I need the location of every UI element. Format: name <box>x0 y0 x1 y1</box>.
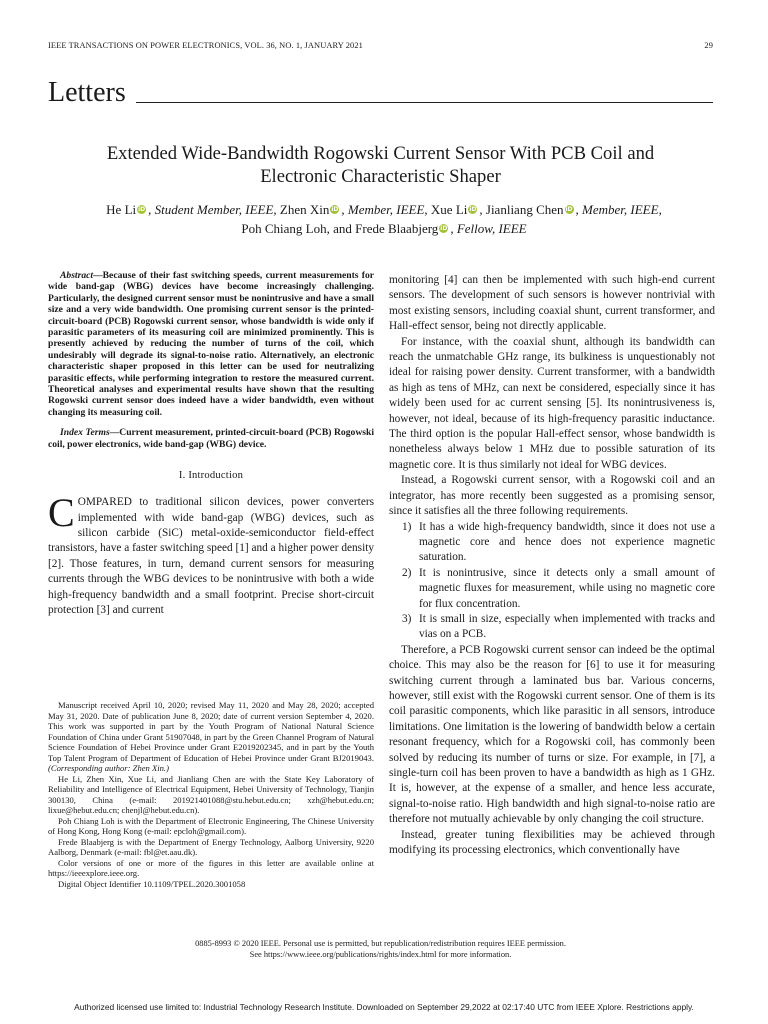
abstract <box>48 270 374 418</box>
index-terms-label: Index Terms <box>60 427 110 439</box>
footnote-manuscript: Manuscript received April 10, 2020; revised May 11, 2020 and May 28, 2020; accepted May 31, 2020. Date of publication June 8, 2020; date of current version September 4, 2020. This work was supported in part by the Youth Program of National Natural Science Foundation of China under Grant 51907048, in part by the Green Channel Program of Natural Science Foundation of Hebei Province under Grant E2019202345, and in part by the Youth Top Talent Program of Department of Education of Hebei Province under Grant BJ2019043. (Corresponding author: Zhen Xin.) <box>48 700 374 773</box>
author-name: Frede Blaabjerg <box>355 221 439 236</box>
paragraph: Therefore, a PCB Rogowski current sensor can indeed be the optimal choice. This may also be the reason for [6] to use it for measuring switching current through a laminated bus bar. Various concerns, however, still exist with the Rogowski current sensor. One of them is its coil parasitic components, which like parasitic in all sensors, introduce limitations. One limitation is the lowering of bandwidth below a certain resonant frequency, which for a Rogowski coil, has commonly been solved by reducing its number of turns or size. For example, in [7], a single-turn coil has been proven to have a bandwidth as high as 1 GHz. It is, however, at the expense of a smaller, and hence less accurate, signal-to-noise ratio. High bandwidth and high signal-to-noise ratio are therefore not mutually achievable by only changing the coil structure. <box>389 643 715 826</box>
paragraph: Instead, greater tuning flexibilities may be achieved through modifying its processing electronics, which conventionally have <box>389 828 715 857</box>
author-list: He Li iD , Student Member, IEEE, Zhen Xin iD , Member, IEEE, Xue Li iD , Jianliang Chen iD , Member, IEEE, Poh Chiang Loh, and Frede Blaabjerg iD , Fellow, IEEE <box>106 202 662 236</box>
footnote-affiliation: Frede Blaabjerg is with the Department of Energy Technology, Aalborg University, 9220 Aalborg, Denmark (e-mail: fbl@et.aau.dk). <box>48 836 374 857</box>
requirements-list <box>389 520 715 643</box>
intro-first-word: OMPARED <box>77 496 132 509</box>
footnote-color-note: Color versions of one or more of the figures in this letter are available online at https://ieeexplore.ieee.org. <box>48 857 374 878</box>
intro-paragraph <box>48 490 374 618</box>
footnotes <box>48 700 374 889</box>
orcid-icon[interactable]: iD <box>440 225 448 232</box>
paper-title-line-2: Electronic Characteristic Shaper <box>260 166 501 187</box>
index-terms-text: —Current measurement, printed-circuit-board (PCB) Rogowski coil, power electronics, wide band-gap (WBG) device. <box>48 427 374 450</box>
section-heading-introduction: I. Introduction <box>178 470 244 482</box>
section-label: Letters <box>48 77 126 108</box>
orcid-icon[interactable]: iD <box>138 206 146 213</box>
paragraph: For instance, with the coaxial shunt, although its bandwidth can reach the unmatchable GHz range, its bulkiness is unquestionably not ideal for raising power density. Current transformer, with a bandwidth as high as tens of MHz, can next be considered, especially since it has widely been used for ac current sensing [5]. Its nonintrusiveness is, however, not ideal, because of its high-frequency parasitic inductance. The third option is the popular Hall-effect sensor, whose bandwidth is nonetheless always below 1 MHz due to possible saturation of its magnetic core. It is thus similarly not ideal for WBG devices. <box>389 335 715 471</box>
paper-title <box>48 142 713 188</box>
dropcap: C <box>48 490 75 536</box>
intro-text: to traditional silicon devices, power converters implemented with wide band-gap (WBG) devices, such as silicon carbide (SiC) metal-oxide-semiconductor field-effect transistors, have a faster switching speed [1] and a higher power density [2]. Those features, in turn, demand current sensors for measuring currents through the WBG devices to be nonintrusive with both a wide high-frequency bandwidth and a small footprint. Precise short-circuit protection [3] and current <box>48 496 374 616</box>
author-name: Poh Chiang Loh <box>241 221 327 236</box>
copyright-line: 0885-8993 © 2020 IEEE. Personal use is permitted, but republication/redistribution requires IEEE permission. <box>195 939 566 948</box>
author-name: Zhen Xin <box>279 202 330 217</box>
author-affiliation: Member, IEEE <box>582 202 659 217</box>
page-number: 29 <box>704 41 713 50</box>
title-rule <box>136 102 713 103</box>
footnote-affiliation: He Li, Zhen Xin, Xue Li, and Jianliang Chen are with the State Key Laboratory of Reliability and Intelligence of Electrical Equipment, Hebei University of Technology, Tianjin 300130, China (e-mail: 201921401088@stu.hebut.edu.cn; xzh@hebut.edu.cn; lixue@hebut.edu.cn; chenjl@hebut.edu.cn). <box>48 773 374 815</box>
orcid-icon[interactable]: iD <box>469 206 477 213</box>
paper-title-line-1: Extended Wide-Bandwidth Rogowski Current Sensor With PCB Coil and <box>106 143 655 164</box>
corresponding-author: (Corresponding author: Zhen Xin.) <box>48 763 169 773</box>
orcid-icon[interactable]: iD <box>565 206 573 213</box>
abstract-text: —Because of their fast switching speeds, current measurements for wide band-gap (WBG) devices have become increasingly challenging. Particularly, the designed current sensor must be nonintrusive and have a small size and a very wide bandwidth. One promising current sensor is the printed-circuit-board (PCB) Rogowski current sensor, whose bandwidth is wide only if parasitic parameters of its measuring coil are minimized prominently. This is presently achieved by reducing the number of turns of the coil, which undesirably will degrade its signal-to-noise ratio. Alternatively, an electronic characteristic shaper proposed in this letter can be used for neutralizing parasitic effects, while performing integration to restore the measured current. Theoretical analyses and experimental results have shown that the resulting Rogowski current sensor does indeed have a wider bandwidth, even without changing its measuring coil. <box>48 270 374 418</box>
journal-name: IEEE TRANSACTIONS ON POWER ELECTRONICS, VOL. 36, NO. 1, JANUARY 2021 <box>48 41 363 50</box>
list-item: 1) It has a wide high-frequency bandwidth, since it does not use a magnetic core and hence does not experience magnetic saturation. <box>402 520 715 564</box>
author-affiliation: Member, IEEE <box>347 202 425 217</box>
paragraph: Instead, a Rogowski current sensor, with a Rogowski coil and an integrator, has more recently been suggested as a promising sensor, since it satisfies all the three following requirements. <box>389 474 715 518</box>
author-affiliation: Fellow, IEEE <box>456 221 527 236</box>
index-terms <box>48 427 374 450</box>
license-footer: Authorized licensed use limited to: Industrial Technology Research Institute. Downloaded on September 29,2022 at 02:17:40 UTC from IEEE Xplore. Restrictions apply. <box>74 1002 694 1012</box>
author-name: Xue Li <box>430 202 468 217</box>
author-name: Jianliang Chen <box>485 202 564 217</box>
list-item: 3) It is small in size, especially when implemented with tracks and vias on a PCB. <box>402 612 715 641</box>
author-name: He Li <box>106 202 137 217</box>
footnote-affiliation: Poh Chiang Loh is with the Department of Electronic Engineering, The Chinese University of Hong Kong, Hong Kong (e-mail: epcloh@gmail.com). <box>48 815 374 836</box>
right-column <box>389 273 715 858</box>
list-item: 2) It is nonintrusive, since it detects only a small amount of magnetic fluxes for measurement, while using no magnetic core for flux concentration. <box>402 566 715 610</box>
rights-link-line: See https://www.ieee.org/publications/rights/index.html for more information. <box>249 950 512 959</box>
abstract-label: Abstract <box>60 270 94 281</box>
running-header <box>48 41 713 53</box>
left-column <box>48 270 374 618</box>
author-affiliation: Student Member, IEEE <box>154 202 274 217</box>
footnote-doi: Digital Object Identifier 10.1109/TPEL.2020.3001058 <box>58 878 246 889</box>
orcid-icon[interactable]: iD <box>331 206 339 213</box>
paragraph: monitoring [4] can then be implemented with such high-end current sensors. The development of such sensors is however nontrivial with most existing sensors, including coaxial shunt, current transformer, and Hall-effect sensor, being not directly applicable. <box>389 274 715 333</box>
copyright-notice <box>48 938 713 960</box>
